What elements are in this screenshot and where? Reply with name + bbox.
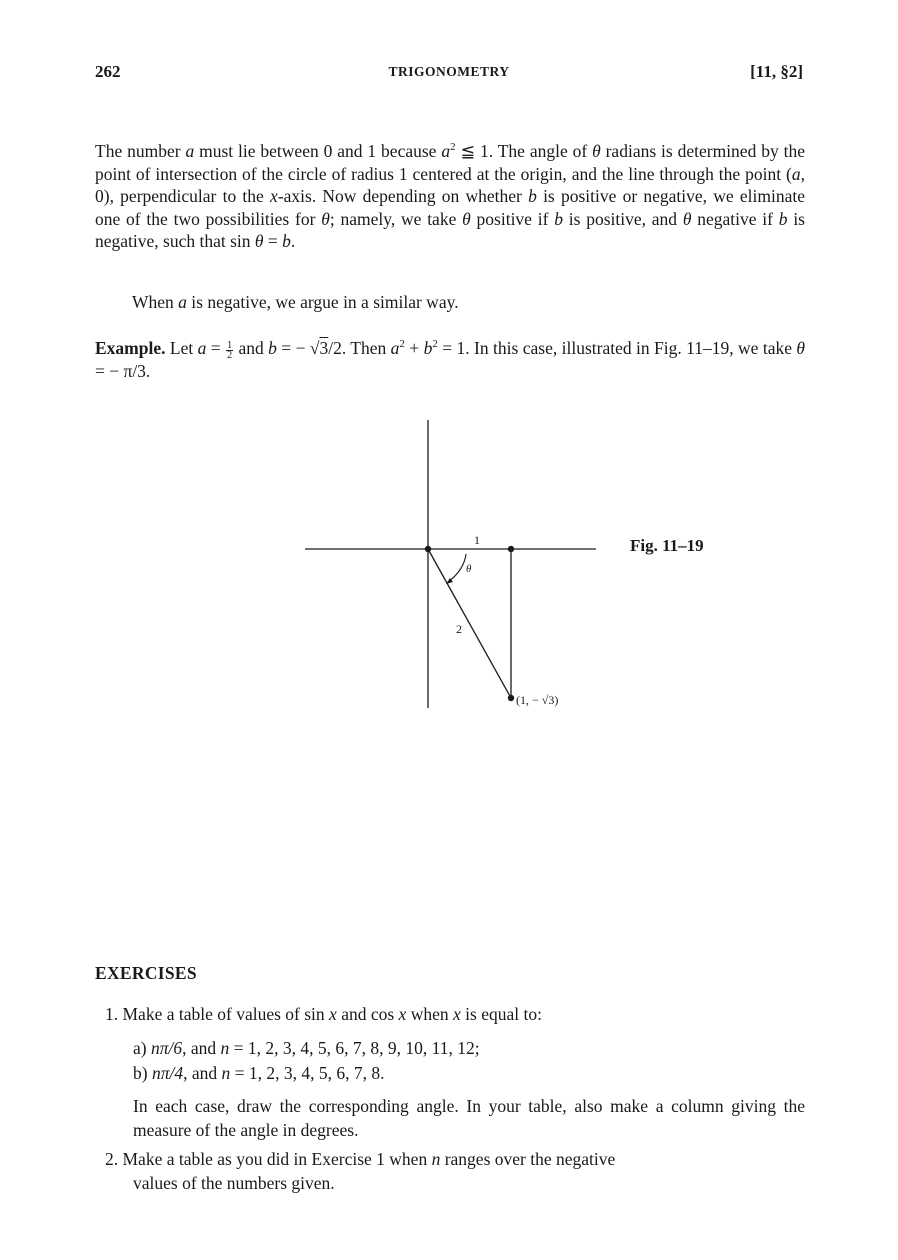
label-point: (1, − √3) — [516, 693, 559, 707]
exercise-1-item-a: a) nπ/6, and n = 1, 2, 3, 4, 5, 6, 7, 8, 9, 10, 11, 12; — [133, 1038, 480, 1058]
example-paragraph: Example. Let a = $\frac{1}{2}$ and b = − √3/2. Then $a^2 + b^2 = 1$. In this case, illustrated in Fig. 11–19, we take θ = − π/3. — [95, 338, 805, 381]
exercise-1-note: In each case, draw the corresponding angle. In your table, also make a column giving the measure of the angle in degrees. — [133, 1096, 805, 1140]
section-reference: [11, §2] — [750, 62, 803, 81]
example-label: Example. — [95, 338, 166, 358]
exercises-heading: EXERCISES — [95, 963, 197, 983]
fraction-one-half: $\frac{1}{2}$ — [227, 340, 233, 361]
label-theta: θ — [466, 563, 472, 575]
page-number: 262 — [95, 62, 121, 81]
chapter-title: TRIGONOMETRY — [388, 64, 510, 79]
label-one: 1 — [474, 533, 480, 547]
label-two: 2 — [456, 622, 462, 636]
point-one-zero — [508, 546, 514, 552]
origin-point — [425, 546, 431, 552]
point-one-minus-root3 — [508, 695, 514, 701]
figure-caption: Fig. 11–19 — [630, 536, 704, 555]
exercise-2-continued: values of the numbers given. — [133, 1173, 335, 1193]
exercise-1-item-b: b) nπ/4, and n = 1, 2, 3, 4, 5, 6, 7, 8. — [133, 1063, 385, 1083]
paragraph-intersection: The number a must lie between 0 and 1 because $a^2$ ≦ 1. The angle of θ radians is determined by the point of intersection of the circle of radius 1 centered at the origin, and the line through the point (a, 0), perpendicular to the x-axis. Now depending on whether b is positive or negative, we eliminate one of the two possibilities for θ; namely, we take θ positive if b is positive, and θ negative if b is negative, such that sin θ = b. — [95, 141, 805, 252]
angle-arc — [448, 554, 466, 582]
paragraph-negative-case: When a is negative, we argue in a similar way. — [132, 292, 459, 312]
exercise-1: 1. Make a table of values of sin x and cos x when x is equal to: — [105, 1004, 542, 1024]
exercise-2: 2. Make a table as you did in Exercise 1 when n ranges over the negative — [105, 1149, 616, 1169]
